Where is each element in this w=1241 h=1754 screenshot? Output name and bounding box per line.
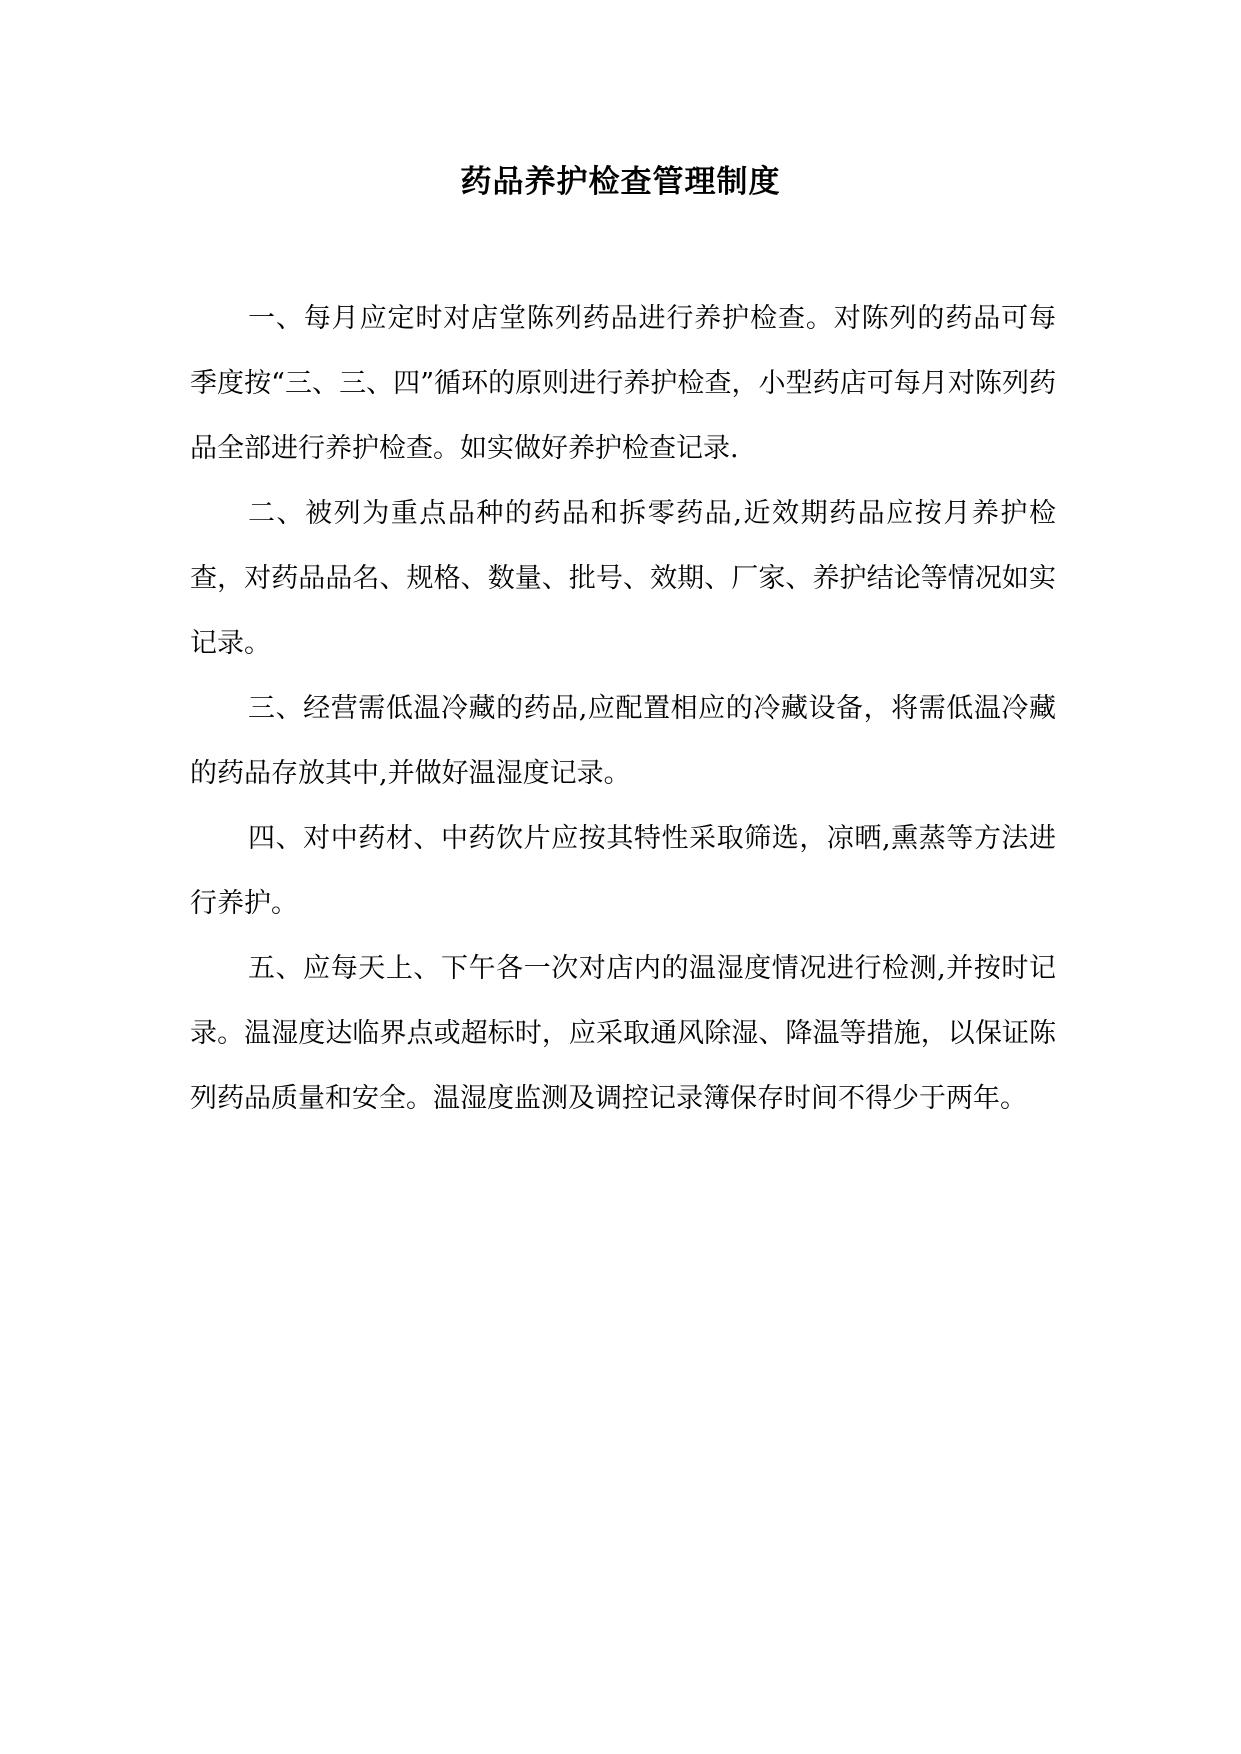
paragraph-1: 一、每月应定时对店堂陈列药品进行养护检查。对陈列的药品可每季度按“三、三、四”循环的原则进行养护检查，小型药店可每月对陈列药品全部进行养护检查。如实做好养护检查记录. <box>190 303 1056 464</box>
paragraph-2: 二、被列为重点品种的药品和拆零药品,近效期药品应按月养护检查，对药品品名、规格、数量、批号、效期、厂家、养护结论等情况如实记录。 <box>190 498 1056 659</box>
document-title: 药品养护检查管理制度 <box>460 164 781 200</box>
paragraph-5: 五、应每天上、下午各一次对店内的温湿度情况进行检测,并按时记录。温湿度达临界点或超标时，应采取通风除湿、降温等措施，以保证陈列药品质量和安全。温湿度监测及调控记录簿保存时间不得少于两年。 <box>190 953 1056 1114</box>
document-body <box>190 286 1056 1131</box>
paragraph-4: 四、对中药材、中药饮片应按其特性采取筛选，凉晒,熏蒸等方法进行养护。 <box>190 823 1056 919</box>
paragraph-3: 三、经营需低温冷藏的药品,应配置相应的冷藏设备，将需低温冷藏的药品存放其中,并做好温湿度记录。 <box>190 693 1056 789</box>
